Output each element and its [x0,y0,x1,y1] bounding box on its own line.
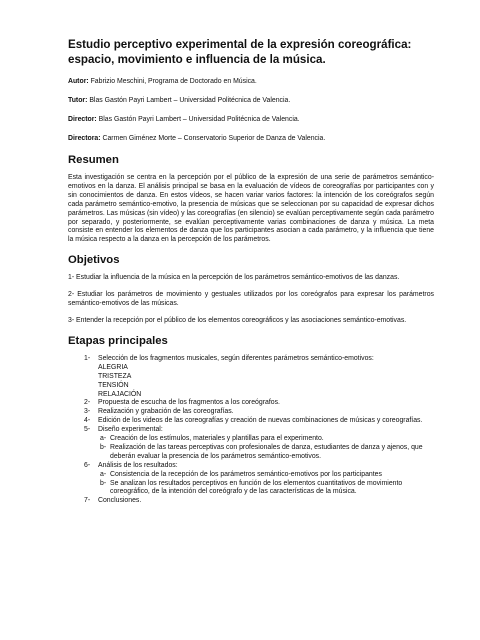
subitem-letter: b- [100,443,107,451]
emotion-word: ALEGRIA [98,363,128,371]
author-line [68,77,434,86]
etapa-sublist [98,471,434,498]
tutor-label: Tutor: [68,97,88,104]
etapa-text: Realización y grabación de las coreografías. [98,408,234,416]
etapa-item [84,355,434,400]
etapa-item [84,408,434,417]
etapa-subitem [98,444,434,462]
directora-value: Carmen Giménez Morte – Conservatorio Superior de Danza de Valencia. [102,135,326,142]
director-label: Director: [68,116,97,123]
etapa-item [84,426,434,462]
etapa-subitem [98,435,434,444]
subitem-letter: a- [100,470,107,478]
etapa-number: 3- [84,408,91,416]
etapas-heading: Etapas principales [68,334,168,347]
etapa-number: 1- [84,354,91,362]
subitem-letter: b- [100,479,107,487]
etapa-item [84,462,434,498]
etapa-number: 7- [84,497,91,505]
tutor-line [68,96,434,105]
etapa-sublist [98,435,434,462]
emotion-word: RELAJACIÓN [98,390,142,398]
subitem-text: Consistencia de la recepción de los parámetros semántico-emotivos por los participantes [110,470,382,478]
etapa-text: Conclusiones. [98,497,142,505]
objetivos-heading: Objetivos [68,254,120,267]
resumen-text: Esta investigación se centra en la percepción por el público de la expresión de una serie de parámetros semántico-emotivos en la danza. El análisis principal se basa en la evaluación de vídeos de coreografías por participantes con y sin conocimientos de danza. En estos vídeos, se hacen variar varios factores: la intención de los coreógrafos según cada parámetro semántico-emotivo, la presencia de músicas que se seleccionan por su capacidad de expresar dichos parámetros. Las músicas (sin vídeo) y las coreografías (en silencio) se evalúan perceptivamente según cada parámetro por separado, y posteriormente, se evalúan perceptivamente varias combinaciones de danza y música. La meta consiste en entender los elementos de danza que los participantes asocian a cada parámetro, y la influencia que tiene la música respecto a la danza en la percepción de los parámetros. [68,174,434,244]
etapa-item [84,417,434,426]
emotion-word: TRISTEZA [98,372,132,380]
etapa-number: 6- [84,461,91,469]
tutor-value: Blas Gastón Payri Lambert – Universidad Politécnica de Valencia. [89,97,291,104]
etapa-item [84,497,434,506]
director-line [68,115,434,124]
directora-label: Directora: [68,135,101,142]
resumen-heading: Resumen [68,154,119,166]
author-label: Autor: [68,78,89,85]
etapas-list [68,355,434,506]
etapa-text: Edición de los videos de las coreografías y creación de nuevas combinaciones de músicas y coreografías. [98,417,423,425]
etapa-number: 5- [84,426,91,434]
etapa-text: Selección de los fragmentos musicales, según diferentes parámetros semántico-emotivos: [98,354,374,362]
author-value: Fabrizio Meschini, Programa de Doctorado en Música. [90,78,257,85]
etapa-number: 4- [84,417,91,425]
emotion-word: TENSIÓN [98,381,129,389]
objetivo-item: 2- Estudiar los parámetros de movimiento y gestuales utilizados por los coreógrafos para expresar los parámetros semántico-emotivos de las músicas. [68,291,434,308]
etapa-item [84,399,434,408]
document-title: Estudio perceptivo experimental de la expresión coreográfica: espacio, movimiento e influencia de la música. [68,38,412,66]
etapa-subitem [98,471,434,480]
subitem-text: Creación de los estímulos, materiales y plantillas para el experimento. [110,435,324,443]
etapa-subitem [98,480,434,498]
subitem-letter: a- [100,435,107,443]
etapa-text: Análisis de los resultados: [98,461,178,469]
etapa-text: Diseño experimental: [98,426,163,434]
subitem-text: Realización de las tareas perceptivas con profesionales de danza, estudiantes de danza y ajenos, que deberán evaluar la presencia de los parámetros semántico-emotivos. [110,443,423,460]
objetivo-item: 1- Estudiar la influencia de la música en la percepción de los parámetros semántico-emotivos de las danzas. [68,274,400,282]
directora-line [68,134,434,143]
etapa-text: Propuesta de escucha de los fragmentos a los coreógrafos. [98,399,280,407]
subitem-text: Se analizan los resultados perceptivos en función de los elementos cuantitativos de movimiento coreográfico, de la intención del coreógrafo y de las características de la música. [110,479,403,496]
director-value: Blas Gastón Payri Lambert – Universidad Politécnica de Valencia. [98,116,300,123]
etapa-number: 2- [84,399,91,407]
objetivo-item: 3- Entender la recepción por el público de los elementos coreográficos y las asociaciones semántico-emotivas. [68,316,407,324]
